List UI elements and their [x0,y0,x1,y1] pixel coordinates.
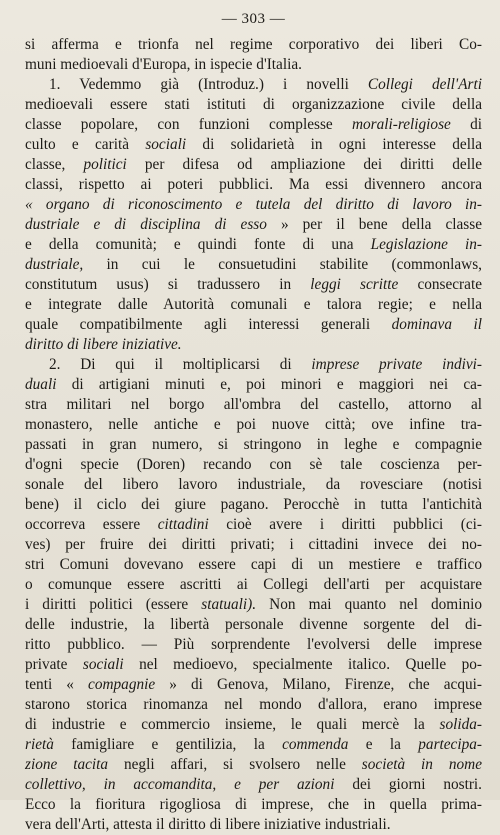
text-line [25,115,482,135]
italic-text: zione tacita [25,756,109,773]
text-line [25,815,482,835]
text-line [25,755,482,775]
text-segment: muni medioevali d'Europa, in ispecie d'Italia. [25,56,302,73]
text-segment: 2. Di qui il moltiplicarsi di [49,356,312,373]
text-line [25,415,482,435]
italic-text: partecipa- [418,736,482,753]
text-line [25,195,482,215]
italic-text: dustriale e di disciplina di esso [25,216,267,233]
text-line [25,575,482,595]
italic-text: dustriale, [25,256,84,273]
text-line [25,795,482,815]
text-segment: monastero, nelle antiche e poi nuove città; ove infine tra- [25,416,482,433]
text-line [25,95,482,115]
italic-text: rietà [25,736,54,753]
text-line [25,735,482,755]
text-segment: dei giorni nostri. [334,776,482,793]
text-line [25,615,482,635]
text-segment: tenti « [25,676,89,693]
text-segment: » di Genova, Milano, Firenze, che acqui- [155,676,482,693]
italic-text: sociali [82,656,124,673]
text-segment: di [450,116,482,133]
text-line [25,135,482,155]
text-segment: d'ogni specie (Doren) recando con sè tale coscienza per- [25,456,482,473]
text-line [25,175,482,195]
text-segment: quale compatibilmente agli interessi generali [25,316,392,333]
text-segment: di artigiani minuti e, poi minori e maggiori nei ca- [56,376,482,393]
text-segment: Non mai quanto nel dominio [256,596,482,613]
text-line [25,535,482,555]
text-segment: e la [348,736,419,753]
text-segment: ves) per fruire dei diritti privati; i cittadini invece dei no- [25,536,482,553]
italic-text: Collegi dell'Arti [367,76,483,93]
italic-text: diritto di libere iniziative. [25,336,182,353]
text-line [25,695,482,715]
text-line [25,255,482,275]
text-segment: Ecco la fioritura rigogliosa di imprese, che in quella prima- [25,796,482,813]
text-line [25,595,482,615]
text-segment: private [25,656,83,673]
text-segment: e integrate dalle Autorità comunali e talora regie; e nella [25,296,482,313]
text-segment: constitutum usus) si tradussero in [25,276,311,293]
text-segment: e della comunità; e quindi fonte di una [25,236,371,253]
italic-text: statuali). [201,596,257,613]
text-line [25,495,482,515]
text-segment: sonale del libero lavoro industriale, da rovesciare (notisi [25,476,482,493]
page-number: — 303 — [221,11,286,27]
text-segment: per difesa od ampliazione dei diritti delle [126,156,482,173]
text-line [25,355,482,375]
text-line [25,235,482,255]
text-line [25,435,482,455]
text-segment: bene) il ciclo dei giure pagano. Perocchè in tutta l'antichità [25,496,482,513]
text-segment: di industrie e commercio insieme, le quali mercè la [25,716,440,733]
italic-text: compagnie [88,676,156,693]
text-line [25,475,482,495]
text-line [25,375,482,395]
text-line [25,295,482,315]
text-line [25,155,482,175]
text-segment: in cui le consuetudini stabilite (commonlaws, [83,256,482,273]
text-line [25,335,482,355]
text-segment: ritto pubblico. — Più sorprendente l'evolversi delle imprese [25,636,482,653]
text-line [25,555,482,575]
italic-text: politici [83,156,127,173]
italic-text: sociali [145,136,187,153]
text-segment: classe popolare, con funzioni complesse [25,116,352,133]
text-line [25,55,482,75]
text-line [25,675,482,695]
text-line [25,35,482,55]
text-segment: famigliare e gentilizia, la [53,736,283,753]
text-segment: stra militari nel borgo all'ombra del castello, attorno al [25,396,482,413]
text-line [25,215,482,235]
italic-text: cittadini [157,516,209,533]
text-line [25,715,482,735]
text-segment: nel medioevo, specialmente italico. Quelle po- [123,656,482,673]
body-text [25,35,482,835]
text-segment: delle industrie, la libertà personale divenne sorgente del di- [25,616,482,633]
italic-text: imprese private indivi- [311,356,483,373]
italic-text: Legislazione in- [370,236,482,253]
text-segment: culto e carità [25,136,146,153]
text-segment: vera dell'Arti, attesta il diritto di libere iniziative industriali. [25,816,391,833]
italic-text: commenda [282,736,349,753]
text-line [25,315,482,335]
italic-text: « organo di riconoscimento e tutela del diritto di lavoro in- [25,196,482,213]
text-segment: classe, [25,156,84,173]
text-segment: i diritti politici (essere [25,596,202,613]
text-line [25,275,482,295]
text-line [25,775,482,795]
text-segment: » per il bene della classe [266,216,482,233]
text-segment: si afferma e trionfa nel regime corporativo dei liberi Co- [25,36,482,53]
italic-text: morali-religiose [351,116,451,133]
italic-text: leggi scritte [310,276,399,293]
text-segment: di solidarietà in ogni interesse della [186,136,482,153]
italic-text: dominava il [391,316,482,333]
text-segment: occorreva essere [25,516,158,533]
text-line [25,395,482,415]
text-line [25,635,482,655]
text-segment: consecrate [398,276,482,293]
text-segment: passati in gran numero, si stringono in leghe e compagnie [25,436,482,453]
italic-text: società in nome [361,756,483,773]
italic-text: collettivo, in accomandita, e per azioni [25,776,335,793]
text-line [25,455,482,475]
text-line [25,75,482,95]
text-segment: 1. Vedemmo già (Introduz.) i novelli [49,76,368,93]
text-segment: cioè avere i diritti pubblici (ci- [208,516,482,533]
italic-text: duali [25,376,57,393]
text-segment: classi, rispetto ai poteri pubblici. Ma essi divennero ancora [25,176,482,193]
text-segment: medioevali essere stati istituti di organizzazione civile della [25,96,482,113]
text-segment: negli affari, si svolsero nelle [108,756,362,773]
text-segment: stri Comuni dovevano essere capi di un mestiere e traffico [25,556,482,573]
text-line [25,655,482,675]
text-segment: starono storica rinomanza nel mondo d'allora, erano imprese [25,696,482,713]
text-segment: o comunque essere ascritti ai Collegi dell'arti per acquistare [25,576,482,593]
italic-text: solida- [439,716,482,733]
text-line [25,515,482,535]
